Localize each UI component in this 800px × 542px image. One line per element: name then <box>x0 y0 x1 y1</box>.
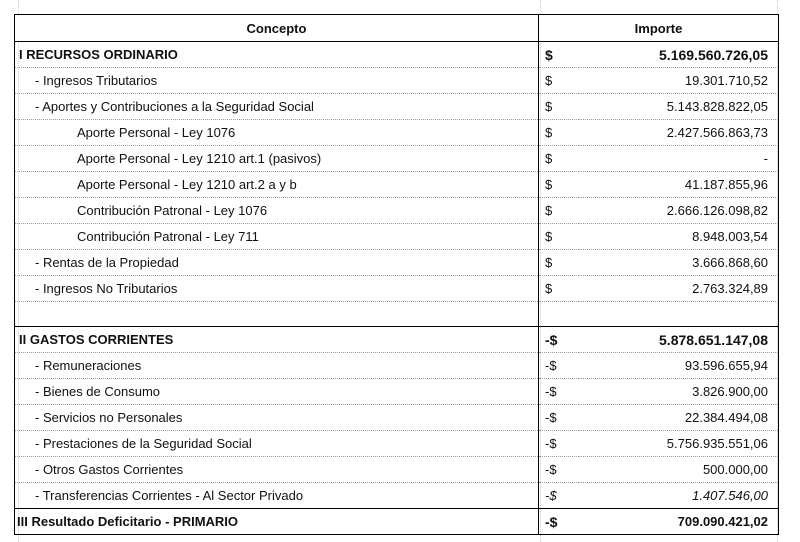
spacer-row <box>15 302 779 327</box>
amount-cell: 5.756.935.551,06 <box>579 431 779 457</box>
currency-cell: $ <box>539 276 579 302</box>
amount-cell: 709.090.421,02 <box>579 509 779 535</box>
currency-cell: -$ <box>539 327 579 353</box>
concept-cell: - Servicios no Personales <box>15 405 539 431</box>
concept-cell: - Aportes y Contribuciones a la Seguridad Social <box>15 94 539 120</box>
table-row <box>15 146 779 172</box>
section-row <box>15 42 779 68</box>
concept-cell: I RECURSOS ORDINARIO <box>15 42 539 68</box>
concept-cell: - Otros Gastos Corrientes <box>15 457 539 483</box>
amount-cell: 5.169.560.726,05 <box>579 42 779 68</box>
table-header-row <box>15 15 779 42</box>
table-row <box>15 94 779 120</box>
amount-cell: 19.301.710,52 <box>579 68 779 94</box>
concept-cell: - Ingresos Tributarios <box>15 68 539 94</box>
concept-cell: - Transferencias Corrientes - Al Sector Privado <box>15 483 539 509</box>
concept-cell: Contribución Patronal - Ley 1076 <box>15 198 539 224</box>
table-row <box>15 198 779 224</box>
amount-cell: 8.948.003,54 <box>579 224 779 250</box>
amount-cell: 22.384.494,08 <box>579 405 779 431</box>
amount-cell: 41.187.855,96 <box>579 172 779 198</box>
amount-cell: 3.826.900,00 <box>579 379 779 405</box>
concept-cell: Aporte Personal - Ley 1210 art.2 a y b <box>15 172 539 198</box>
header-concept: Concepto <box>15 15 539 42</box>
amount-cell: 3.666.868,60 <box>579 250 779 276</box>
currency-cell: $ <box>539 250 579 276</box>
amount-cell: 5.878.651.147,08 <box>579 327 779 353</box>
table-row <box>15 276 779 302</box>
concept-cell: Contribución Patronal - Ley 711 <box>15 224 539 250</box>
concept-cell: - Rentas de la Propiedad <box>15 250 539 276</box>
currency-cell: $ <box>539 120 579 146</box>
budget-table <box>14 14 779 535</box>
currency-cell <box>539 302 579 327</box>
currency-cell: -$ <box>539 379 579 405</box>
currency-cell: $ <box>539 172 579 198</box>
currency-cell: $ <box>539 42 579 68</box>
table-row <box>15 483 779 509</box>
table-row <box>15 172 779 198</box>
concept-cell: III Resultado Deficitario - PRIMARIO <box>15 509 539 535</box>
table-row <box>15 68 779 94</box>
concept-cell: - Bienes de Consumo <box>15 379 539 405</box>
concept-cell: - Remuneraciones <box>15 353 539 379</box>
table-row <box>15 224 779 250</box>
currency-cell: $ <box>539 146 579 172</box>
currency-cell: $ <box>539 94 579 120</box>
section-row <box>15 327 779 353</box>
table-row <box>15 120 779 146</box>
concept-cell: - Prestaciones de la Seguridad Social <box>15 431 539 457</box>
currency-cell: $ <box>539 224 579 250</box>
amount-cell: 2.427.566.863,73 <box>579 120 779 146</box>
table-row <box>15 431 779 457</box>
currency-cell: -$ <box>539 483 579 509</box>
amount-cell: 93.596.655,94 <box>579 353 779 379</box>
amount-cell: 500.000,00 <box>579 457 779 483</box>
table-row <box>15 353 779 379</box>
table-row <box>15 379 779 405</box>
currency-cell: -$ <box>539 405 579 431</box>
currency-cell: -$ <box>539 509 579 535</box>
table-body <box>15 42 779 535</box>
concept-cell: - Ingresos No Tributarios <box>15 276 539 302</box>
amount-cell: 2.763.324,89 <box>579 276 779 302</box>
concept-cell: Aporte Personal - Ley 1210 art.1 (pasivos) <box>15 146 539 172</box>
amount-cell: 1.407.546,00 <box>579 483 779 509</box>
concept-cell <box>15 302 539 327</box>
currency-cell: $ <box>539 68 579 94</box>
table-row <box>15 457 779 483</box>
concept-cell: II GASTOS CORRIENTES <box>15 327 539 353</box>
concept-cell: Aporte Personal - Ley 1076 <box>15 120 539 146</box>
currency-cell: -$ <box>539 457 579 483</box>
header-amount: Importe <box>539 15 779 42</box>
currency-cell: $ <box>539 198 579 224</box>
table-row <box>15 250 779 276</box>
currency-cell: -$ <box>539 353 579 379</box>
amount-cell: 5.143.828.822,05 <box>579 94 779 120</box>
amount-cell: - <box>579 146 779 172</box>
amount-cell: 2.666.126.098,82 <box>579 198 779 224</box>
currency-cell: -$ <box>539 431 579 457</box>
amount-cell <box>579 302 779 327</box>
table-row <box>15 405 779 431</box>
total-row <box>15 509 779 535</box>
